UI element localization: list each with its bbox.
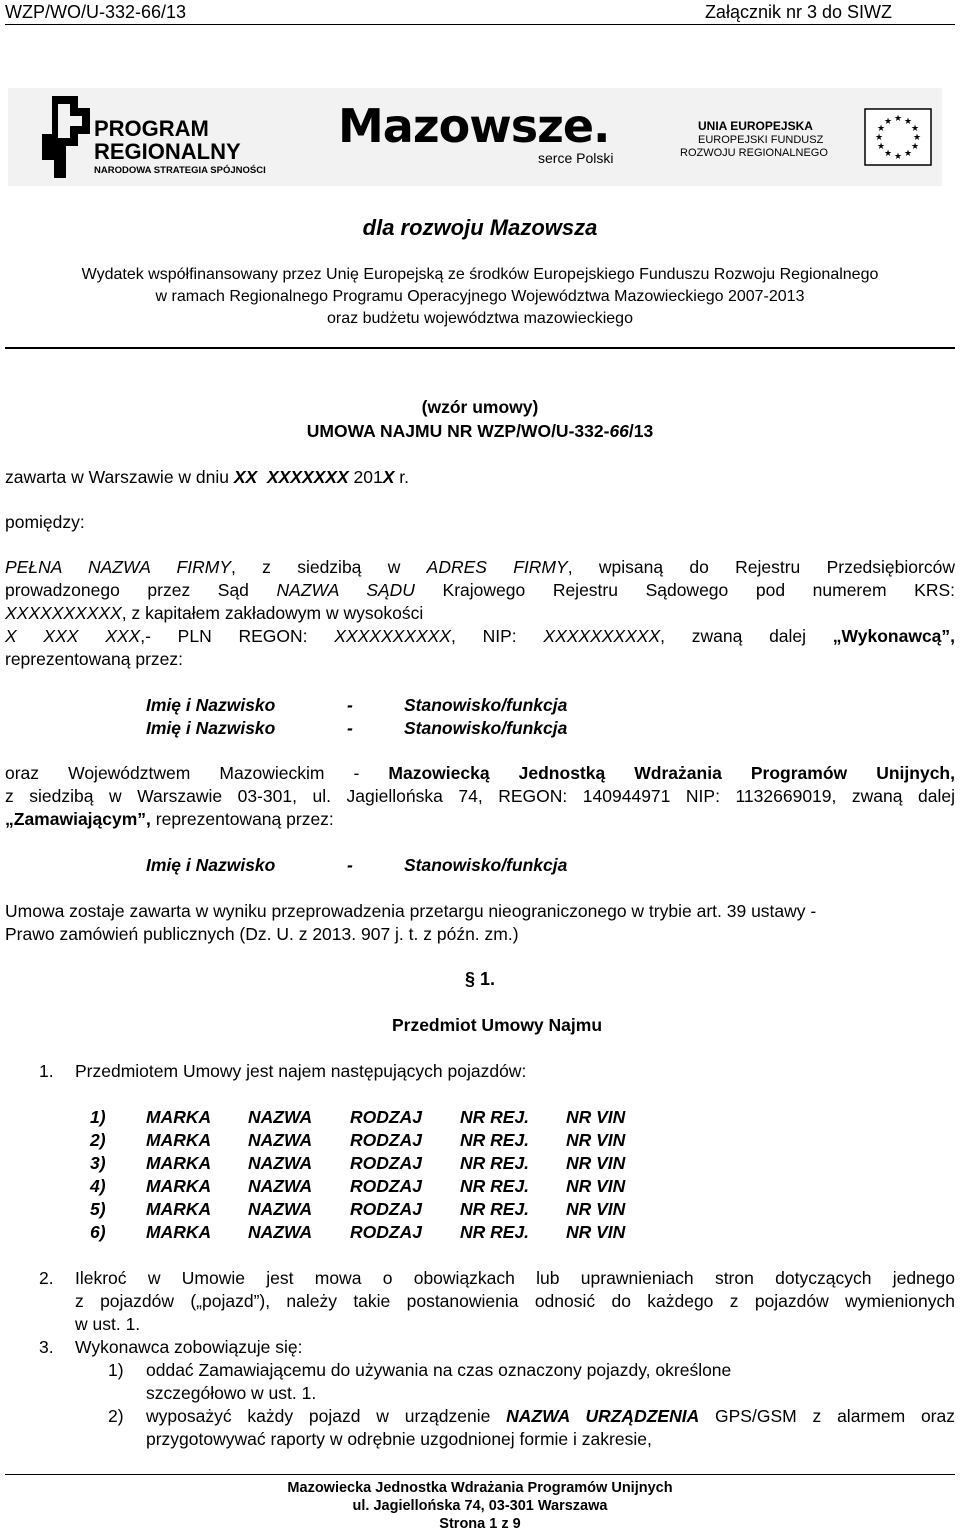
eu-logo-line2: EUROPEJSKI FUNDUSZ <box>698 134 824 146</box>
vehicle-name: NAZWA <box>248 1176 313 1196</box>
vehicle-list <box>90 1106 656 1244</box>
client-role: „Zamawiającym”, <box>5 809 151 829</box>
contractor-line2 <box>5 579 955 602</box>
client-l1a: oraz Województwem Mazowieckim - <box>5 763 389 783</box>
rep1-role: Stanowisko/funkcja <box>404 695 568 715</box>
vehicle-type: RODZAJ <box>350 1199 422 1219</box>
vehicle-make: MARKA <box>146 1153 212 1173</box>
vehicle-make: MARKA <box>146 1130 212 1150</box>
vehicle-reg: NR REJ. <box>460 1176 530 1196</box>
footer-line1: Mazowiecka Jednostka Wdrażania Programów Unijnych <box>287 1480 673 1496</box>
rep2-dash: - <box>347 718 353 738</box>
concluded-b: XX XXXXXXX <box>233 467 349 487</box>
vehicle-type: RODZAJ <box>350 1153 422 1173</box>
svg-text:★: ★ <box>903 149 913 159</box>
vehicle-name: NAZWA <box>248 1153 313 1173</box>
cofinancing-line3: oraz budżetu województwa mazowieckiego <box>327 310 633 327</box>
svg-text:★: ★ <box>910 142 920 152</box>
rep3-name: Imię i Nazwisko <box>146 855 276 875</box>
header-divider <box>5 347 955 349</box>
contract-title-b: 66 <box>609 421 629 441</box>
item3-sub1-line1: oddać Zamawiającemu do używania na czas oznaczony pojazdy, określone <box>146 1360 732 1380</box>
vehicle-index: 5) <box>90 1199 106 1219</box>
footer-page: Strona 1 z 9 <box>439 1516 521 1532</box>
concluded-d: X <box>382 467 395 487</box>
vehicle-reg: NR REJ. <box>460 1199 530 1219</box>
vehicle-index: 1) <box>90 1107 106 1127</box>
capital-amount: X XXX XXX <box>5 626 141 646</box>
section-number: § 1. <box>464 969 496 989</box>
slogan: dla rozwoju Mazowsza <box>362 215 598 240</box>
eu-logo-line3: ROZWOJU REGIONALNEGO <box>680 147 828 159</box>
vehicle-row <box>90 1175 656 1198</box>
regon-number: XXXXXXXXXX <box>334 626 451 646</box>
contractor-role: „Wykonawcą”, <box>832 626 956 646</box>
vehicle-vin: NR VIN <box>566 1222 626 1242</box>
contract-title-a: UMOWA NAJMU NR WZP/WO/U-332- <box>306 421 610 441</box>
court-name: NAZWA SĄDU <box>276 580 415 600</box>
client-line1 <box>5 762 955 785</box>
vehicle-reg: NR REJ. <box>460 1130 530 1150</box>
header-right: Załącznik nr 3 do SIWZ <box>704 2 892 22</box>
vehicle-name: NAZWA <box>248 1107 313 1127</box>
footer-line2: ul. Jagiellońska 74, 03-301 Warszawa <box>352 1498 608 1514</box>
concluded-e: r. <box>394 467 409 487</box>
header-left: WZP/WO/U-332-66/13 <box>5 2 187 22</box>
vehicle-type: RODZAJ <box>350 1130 422 1150</box>
eu-flag-icon <box>864 108 932 166</box>
contractor-line5: reprezentowaną przez: <box>5 649 184 669</box>
vehicle-vin: NR VIN <box>566 1107 626 1127</box>
vehicle-type: RODZAJ <box>350 1222 422 1242</box>
svg-text:★: ★ <box>912 133 922 143</box>
mazowsze-logo: Mazowsze. <box>338 99 610 153</box>
concluded-line <box>5 466 409 489</box>
vehicle-name: NAZWA <box>248 1222 313 1242</box>
rep3-dash: - <box>347 855 353 875</box>
contractor-l3b: , z kapitałem zakładowym w wysokości <box>121 603 424 623</box>
contractor-l1b: , z siedzibą w <box>231 557 427 577</box>
svg-text:★: ★ <box>876 124 886 134</box>
footer-divider <box>5 1474 955 1475</box>
vehicle-row <box>90 1106 656 1129</box>
item3-sub2-number: 2) <box>108 1406 124 1426</box>
vehicle-index: 6) <box>90 1222 106 1242</box>
vehicle-name: NAZWA <box>248 1199 313 1219</box>
vehicle-index: 3) <box>90 1153 106 1173</box>
device-name: NAZWA URZĄDZENIA <box>506 1406 700 1426</box>
contractor-l4b: ,- PLN REGON: <box>140 626 335 646</box>
vehicle-reg: NR REJ. <box>460 1222 530 1242</box>
item3-sub1-number: 1) <box>108 1360 124 1380</box>
vehicle-reg: NR REJ. <box>460 1107 530 1127</box>
item3-sub1-line2: szczegółowo w ust. 1. <box>146 1383 317 1403</box>
vehicle-vin: NR VIN <box>566 1199 626 1219</box>
program-logo-line1: PROGRAM <box>94 116 209 141</box>
svg-text:★: ★ <box>874 133 884 143</box>
vehicle-reg: NR REJ. <box>460 1153 530 1173</box>
item3-sub2-l1a: wyposażyć każdy pojazd w urządzenie <box>146 1406 507 1426</box>
item3-sub2-line1 <box>146 1405 955 1428</box>
template-note: (wzór umowy) <box>421 397 539 417</box>
rep2-name: Imię i Nazwisko <box>146 718 276 738</box>
svg-text:★: ★ <box>893 152 903 162</box>
vehicle-make: MARKA <box>146 1176 212 1196</box>
vehicle-make: MARKA <box>146 1199 212 1219</box>
contractor-line3 <box>5 602 423 625</box>
vehicle-index: 2) <box>90 1130 106 1150</box>
nip-number: XXXXXXXXXX <box>543 626 661 646</box>
contract-title <box>0 420 960 443</box>
contractor-line1 <box>5 556 955 579</box>
logo-strip <box>8 88 942 186</box>
item2-line2: z pojazdów („pojazd”), należy takie postanowienia odnosić do każdego z pojazdów wymienionych <box>75 1291 955 1311</box>
basis-line2: Prawo zamówień publicznych (Dz. U. z 2013. 907 j. t. z późn. zm.) <box>5 924 519 944</box>
header-rule <box>5 24 955 25</box>
client-l3b: reprezentowaną przez: <box>150 809 334 829</box>
vehicle-row <box>90 1198 656 1221</box>
svg-text:★: ★ <box>883 149 893 159</box>
vehicle-type: RODZAJ <box>350 1107 422 1127</box>
svg-text:★: ★ <box>910 124 920 134</box>
item3-number: 3. <box>39 1337 54 1357</box>
eu-logo-line1: UNIA EUROPEJSKA <box>698 119 813 133</box>
concluded-c: 201 <box>348 467 383 487</box>
vehicle-make: MARKA <box>146 1107 212 1127</box>
item3-sub2-l1c: GPS/GSM z alarmem oraz <box>699 1406 955 1426</box>
contractor-l1d: , wpisaną do Rejestru Przedsiębiorców <box>567 557 955 577</box>
contract-title-c: /13 <box>628 421 654 441</box>
vehicle-row <box>90 1152 656 1175</box>
vehicle-row <box>90 1221 656 1244</box>
svg-text:★: ★ <box>893 114 903 124</box>
contractor-address: ADRES FIRMY <box>426 557 568 577</box>
cofinancing-line1: Wydatek współfinansowany przez Unię Europejską ze środków Europejskiego Funduszu Rozwoju Regionalnego <box>81 266 879 283</box>
program-logo-line3: NARODOWA STRATEGIA SPÓJNOŚCI <box>94 165 266 176</box>
vehicle-vin: NR VIN <box>566 1130 626 1150</box>
rep3-role: Stanowisko/funkcja <box>404 855 568 875</box>
rep1-dash: - <box>347 695 353 715</box>
vehicle-index: 4) <box>90 1176 106 1196</box>
mazowsze-logo-sub: serce Polski <box>538 150 614 166</box>
contractor-l2a: prowadzonego przez Sąd <box>5 580 277 600</box>
basis-line1: Umowa zostaje zawarta w wyniku przeprowadzenia przetargu nieograniczonego w trybie art. 39 ustawy - <box>5 901 817 921</box>
contractor-line4 <box>5 625 955 648</box>
contractor-name: PEŁNA NAZWA FIRMY <box>5 557 231 577</box>
item2-number: 2. <box>39 1268 54 1288</box>
client-line3 <box>5 808 334 831</box>
client-name: Mazowiecką Jednostką Wdrażania Programów Unijnych, <box>388 763 955 783</box>
vehicle-make: MARKA <box>146 1222 212 1242</box>
contractor-l4d: , NIP: <box>450 626 544 646</box>
item3-sub2-line2: przygotowywać raporty w odrębnie uzgodnionej formie i zakresie, <box>146 1429 652 1449</box>
item2-line3: w ust. 1. <box>75 1314 141 1334</box>
item2-line1: Ilekroć w Umowie jest mowa o obowiązkach lub uprawnieniach stron dotyczących jednego <box>75 1268 955 1288</box>
vehicle-name: NAZWA <box>248 1130 313 1150</box>
vehicle-row <box>90 1129 656 1152</box>
program-regionalny-emblem-icon <box>38 94 94 180</box>
vehicle-vin: NR VIN <box>566 1176 626 1196</box>
contractor-l2c: Krajowego Rejestru Sądowego pod numerem KRS: <box>414 580 955 600</box>
vehicle-vin: NR VIN <box>566 1153 626 1173</box>
concluded-a: zawarta w Warszawie w dniu <box>5 467 234 487</box>
rep2-role: Stanowisko/funkcja <box>404 718 568 738</box>
svg-text:★: ★ <box>883 117 893 127</box>
krs-number: XXXXXXXXXX <box>5 603 122 623</box>
item1-number: 1. <box>39 1061 54 1081</box>
vehicle-type: RODZAJ <box>350 1176 422 1196</box>
program-logo-line2: REGIONALNY <box>94 139 241 164</box>
cofinancing-line2: w ramach Regionalnego Programu Operacyjnego Województwa Mazowieckiego 2007-2013 <box>155 288 805 305</box>
svg-text:★: ★ <box>903 117 913 127</box>
item3-text: Wykonawca zobowiązuje się: <box>75 1337 303 1357</box>
rep1-name: Imię i Nazwisko <box>146 695 276 715</box>
client-line2: z siedzibą w Warszawie 03-301, ul. Jagiellońska 74, REGON: 140944971 NIP: 1132669019, zwaną dalej <box>5 786 955 806</box>
between-label: pomiędzy: <box>5 512 85 532</box>
section-title: Przedmiot Umowy Najmu <box>391 1015 603 1035</box>
item1-text: Przedmiotem Umowy jest najem następujących pojazdów: <box>75 1061 527 1081</box>
contractor-l4f: , zwaną dalej <box>660 626 833 646</box>
svg-text:★: ★ <box>876 142 886 152</box>
